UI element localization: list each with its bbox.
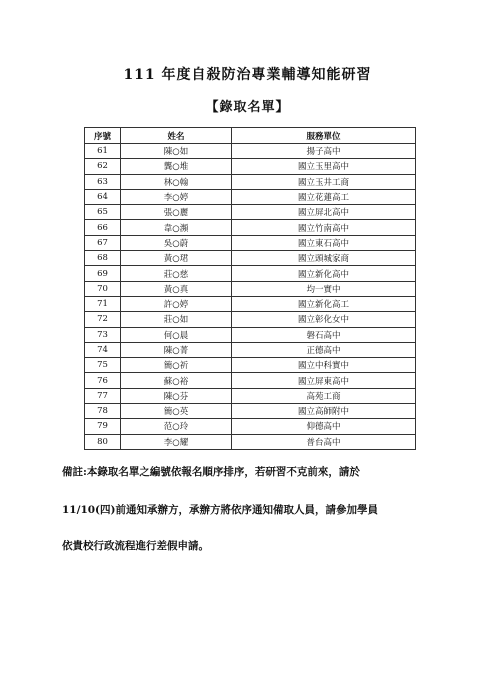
table-row — [85, 189, 416, 204]
row-number: 75 — [85, 358, 121, 373]
table-row — [85, 296, 416, 311]
row-name: 許○婷 — [121, 296, 232, 311]
table-row — [85, 144, 416, 159]
row-number: 70 — [85, 281, 121, 296]
row-unit: 仰德高中 — [232, 419, 416, 434]
row-number: 80 — [85, 434, 121, 449]
row-name: 何○晨 — [121, 327, 232, 342]
row-name: 李○耀 — [121, 434, 232, 449]
row-unit: 國立彰化女中 — [232, 312, 416, 327]
table-row — [85, 342, 416, 357]
row-number: 65 — [85, 205, 121, 220]
table-row — [85, 327, 416, 342]
row-unit: 國立屏北高中 — [232, 205, 416, 220]
row-number: 71 — [85, 296, 121, 311]
header-name: 姓名 — [121, 128, 232, 144]
footnote-line-1: 備註:本錄取名單之編號依報名順序排序，若研習不克前來，請於 — [62, 466, 360, 478]
row-number: 74 — [85, 342, 121, 357]
row-number: 73 — [85, 327, 121, 342]
row-unit: 國立屏東高中 — [232, 373, 416, 388]
row-name: 黃○珺 — [121, 251, 232, 266]
row-name: 莊○如 — [121, 312, 232, 327]
row-unit: 國立新化高工 — [232, 296, 416, 311]
row-unit: 國立新化高中 — [232, 266, 416, 281]
page-title: 111 年度自殺防治專業輔導知能研習 — [123, 67, 372, 83]
row-unit: 國立高師附中 — [232, 404, 416, 419]
row-number: 76 — [85, 373, 121, 388]
row-name: 李○婷 — [121, 189, 232, 204]
table-row — [85, 312, 416, 327]
row-unit: 普台高中 — [232, 434, 416, 449]
row-unit: 高苑工商 — [232, 388, 416, 403]
row-number: 69 — [85, 266, 121, 281]
row-number: 67 — [85, 235, 121, 250]
row-unit: 國立玉里高中 — [232, 159, 416, 174]
roster-table — [84, 127, 416, 450]
row-unit: 正德高中 — [232, 342, 416, 357]
row-name: 陳○如 — [121, 144, 232, 159]
table-row — [85, 174, 416, 189]
table-row — [85, 419, 416, 434]
row-name: 韋○瀕 — [121, 220, 232, 235]
row-unit: 磐石高中 — [232, 327, 416, 342]
row-name: 林○翰 — [121, 174, 232, 189]
row-unit: 揚子高中 — [232, 144, 416, 159]
row-name: 簡○英 — [121, 404, 232, 419]
row-name: 黃○真 — [121, 281, 232, 296]
row-unit: 國立頭城家商 — [232, 251, 416, 266]
row-number: 64 — [85, 189, 121, 204]
row-unit: 國立玉井工商 — [232, 174, 416, 189]
table-row — [85, 281, 416, 296]
row-unit: 國立花蓮高工 — [232, 189, 416, 204]
table-row — [85, 434, 416, 449]
header-unit: 服務單位 — [232, 128, 416, 144]
row-number: 63 — [85, 174, 121, 189]
table-row — [85, 373, 416, 388]
row-name: 吳○蔚 — [121, 235, 232, 250]
row-name: 蘇○裕 — [121, 373, 232, 388]
roster-body — [85, 144, 416, 450]
footnote-line-2: 11/10(四)前通知承辦方，承辦方將依序通知備取人員，請參加學員 — [62, 504, 378, 516]
row-number: 79 — [85, 419, 121, 434]
table-row — [85, 235, 416, 250]
row-number: 78 — [85, 404, 121, 419]
row-name: 陳○菁 — [121, 342, 232, 357]
table-row — [85, 205, 416, 220]
row-name: 簡○祈 — [121, 358, 232, 373]
table-row — [85, 404, 416, 419]
row-unit: 國立中科實中 — [232, 358, 416, 373]
page-subtitle: 【錄取名單】 — [205, 100, 290, 115]
row-number: 62 — [85, 159, 121, 174]
row-unit: 國立竹南高中 — [232, 220, 416, 235]
row-name: 莊○慈 — [121, 266, 232, 281]
table-row — [85, 220, 416, 235]
row-unit: 均一實中 — [232, 281, 416, 296]
row-name: 龔○堆 — [121, 159, 232, 174]
table-row — [85, 251, 416, 266]
footnote-line-3: 依貴校行政流程進行差假申請。 — [62, 540, 209, 552]
row-number: 66 — [85, 220, 121, 235]
table-row — [85, 266, 416, 281]
header-number: 序號 — [85, 128, 121, 144]
row-name: 張○麗 — [121, 205, 232, 220]
table-header-row — [85, 128, 416, 144]
table-row — [85, 388, 416, 403]
table-row — [85, 358, 416, 373]
row-number: 68 — [85, 251, 121, 266]
row-unit: 國立東石高中 — [232, 235, 416, 250]
row-number: 61 — [85, 144, 121, 159]
row-number: 77 — [85, 388, 121, 403]
row-name: 陳○芬 — [121, 388, 232, 403]
table-row — [85, 159, 416, 174]
row-number: 72 — [85, 312, 121, 327]
row-name: 范○玲 — [121, 419, 232, 434]
